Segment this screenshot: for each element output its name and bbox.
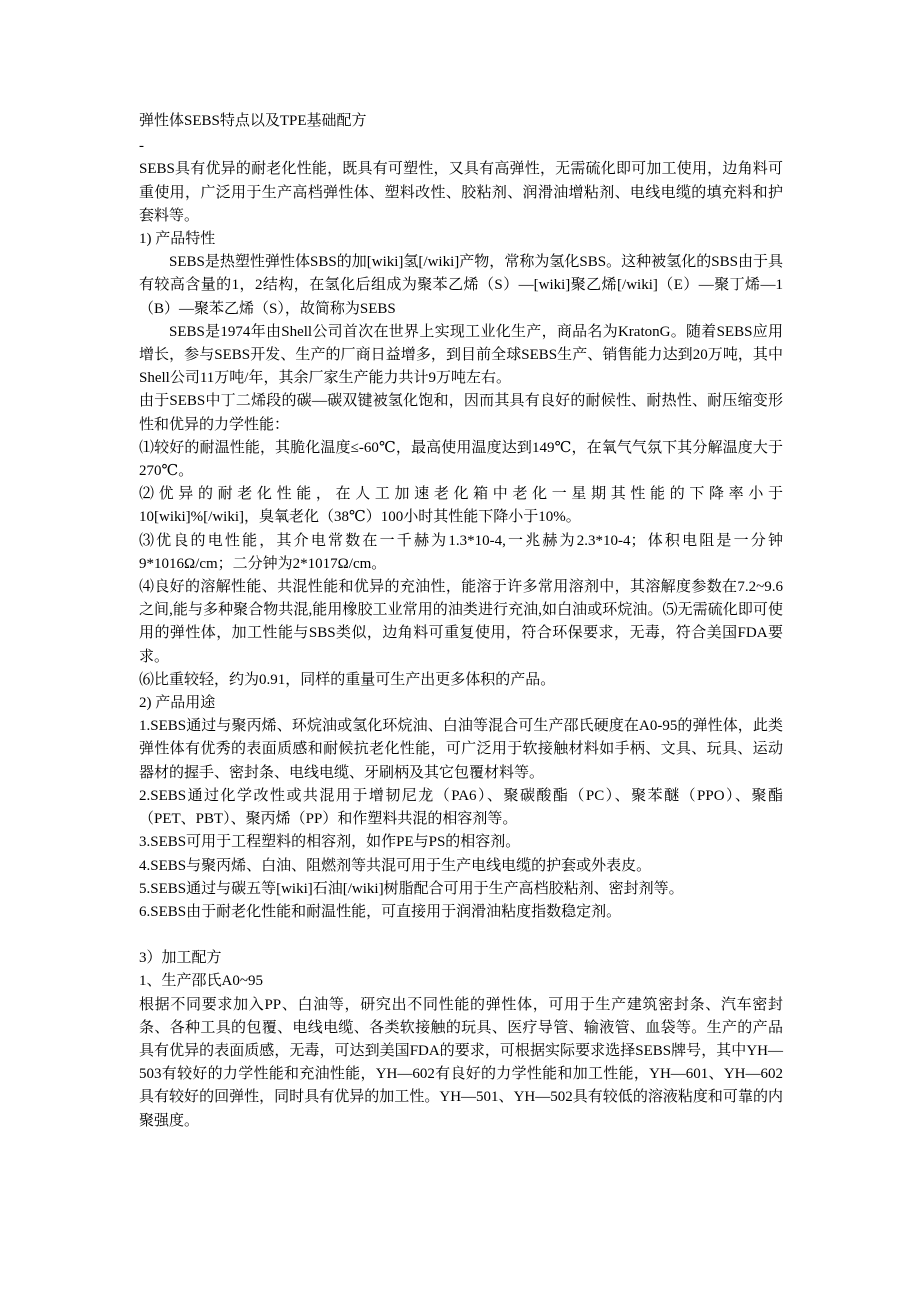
section1-paragraph-1: SEBS是热塑性弹性体SBS的加[wiki]氢[/wiki]产物，常称为氢化SBS。这种被氢化的SBS由于具有较高含量的1，2结构，在氢化后组成为聚苯乙烯（S）—[wiki]聚乙烯[/wiki]（E）—聚丁烯—1（B）—聚苯乙烯（S），故简称为SEBS xyxy=(139,254,783,317)
usage-item-3: 3.SEBS可用于工程塑料的相容剂，如作PE与PS的相容剂。 xyxy=(139,834,521,851)
section1-paragraph-3: 由于SEBS中丁二烯段的碳—碳双键被氢化饱和，因而其具有良好的耐候性、耐热性、耐压缩变形性和优异的力学性能： xyxy=(139,393,783,433)
section1-paragraph-2: SEBS是1974年由Shell公司首次在世界上实现工业化生产，商品名为KratonG。随着SEBS应用增长，参与SEBS开发、生产的厂商日益增多，到目前全球SEBS生产、销售能力达到20万吨，其中Shell公司11万吨/年，其余厂家生产能力共计9万吨左右。 xyxy=(139,323,783,387)
usage-item-1: 1.SEBS通过与聚丙烯、环烷油或氢化环烷油、白油等混合可生产邵氏硬度在A0-95的弹性体，此类弹性体有优秀的表面质感和耐候抗老化性能，可广泛用于软接触材料如手柄、文具、玩具、运动器材的握手、密封条、电线电缆、牙刷柄及其它包覆材料等。 xyxy=(139,718,783,781)
section3-subheading: 1、生产邵氏A0~95 xyxy=(139,973,263,990)
property-item-4-5: ⑷良好的溶解性能、共混性能和优异的充油性，能溶于许多常用溶剂中，其溶解度参数在7.2~9.6之间,能与多种聚合物共混,能用橡胶工业常用的油类进行充油,如白油或环烷油。⑸无需硫化即可使用的弹性体，加工性能与SBS类似，边角料可重复使用，符合环保要求，无毒，符合美国FDA要求。 xyxy=(139,579,783,665)
property-item-6: ⑹比重较轻，约为0.91，同样的重量可生产出更多体积的产品。 xyxy=(139,671,556,688)
intro-paragraph: SEBS具有优异的耐老化性能，既具有可塑性，又具有高弹性，无需硫化即可加工使用，边角料可重使用，广泛用于生产高档弹性体、塑料改性、胶粘剂、润滑油增粘剂、电线电缆的填充料和护套料等。 xyxy=(139,161,783,224)
property-item-2-line1: ⑵优异的耐老化性能，在人工加速老化箱中老化一星期其性能的下降率小于 xyxy=(139,486,783,503)
section3-heading: 3）加工配方 xyxy=(139,950,222,967)
usage-item-4: 4.SEBS与聚丙烯、白油、阻燃剂等共混可用于生产电线电缆的护套或外表皮。 xyxy=(139,857,652,874)
separator-dash: - xyxy=(139,138,144,155)
usage-item-5: 5.SEBS通过与碳五等[wiki]石油[/wiki]树脂配合可用于生产高档胶粘剂、密封剂等。 xyxy=(139,880,684,897)
blank-line xyxy=(139,924,783,947)
usage-item-6: 6.SEBS由于耐老化性能和耐温性能，可直接用于润滑油粘度指数稳定剂。 xyxy=(139,903,622,920)
property-item-3: ⑶优良的电性能，其介电常数在一千赫为1.3*10-4,一兆赫为2.3*10-4；体积电阻是一分钟9*1016Ω/cm；二分钟为2*1017Ω/cm。 xyxy=(139,532,783,572)
document-title: 弹性体SEBS特点以及TPE基础配方 xyxy=(139,113,367,129)
property-item-1: ⑴较好的耐温性能，其脆化温度≤-60℃，最高使用温度达到149℃，在氧气气氛下其分解温度大于270℃。 xyxy=(139,439,783,480)
section3-paragraph: 根据不同要求加入PP、白油等，研究出不同性能的弹性体，可用于生产建筑密封条、汽车密封条、各种工具的包覆、电线电缆、各类软接触的玩具、医疗导管、输液管、血袋等。生产的产品具有优异的表面质感，无毒，可达到美国FDA的要求，可根据实际要求选择SEBS牌号，其中YH—503有较好的力学性能和充油性能，YH—602有良好的力学性能和加工性能，YH—601、YH—602具有较好的回弹性，同时具有优异的加工性。YH—501、YH—502具有较低的溶液粘度和可靠的内聚强度。 xyxy=(139,996,783,1129)
property-item-2-line2: 10[wiki]%[/wiki]，臭氧老化（38℃）100小时其性能下降小于10%。 xyxy=(139,509,581,526)
section2-heading: 2) 产品用途 xyxy=(139,695,216,712)
section1-heading: 1) 产品特性 xyxy=(139,231,216,248)
usage-item-2: 2.SEBS通过化学改性或共混用于增韧尼龙（PA6）、聚碳酸酯（PC）、聚苯醚（PPO）、聚酯（PET、PBT）、聚丙烯（PP）和作塑料共混的相容剂等。 xyxy=(139,787,783,828)
